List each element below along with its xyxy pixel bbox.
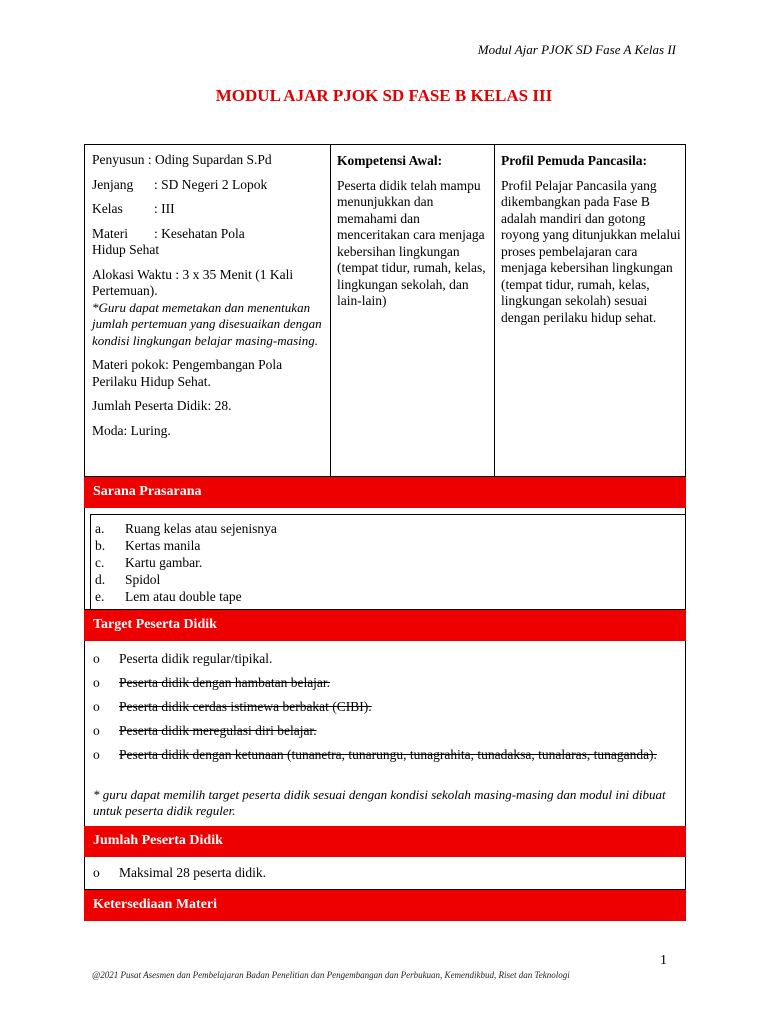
target-item-hambatan: Peserta didik dengan hambatan belajar. — [119, 675, 331, 690]
kompetensi-column — [331, 145, 495, 476]
list-item — [93, 699, 675, 715]
list-marker: d. — [95, 572, 106, 587]
info-table — [84, 144, 686, 477]
bullet-icon: o — [93, 723, 100, 738]
bullet-icon: o — [93, 865, 100, 880]
list-item — [95, 571, 277, 588]
jumlah-item: Maksimal 28 peserta didik. — [119, 865, 266, 880]
moda-text: Moda: Luring. — [92, 422, 171, 438]
materi-pokok: Materi pokok: Pengembangan Pola Perilaku Hidup Sehat. — [92, 357, 283, 389]
target-body — [84, 641, 686, 827]
profil-heading: Profil Pemuda Pancasila: — [501, 153, 647, 168]
kelas-label: Kelas — [92, 201, 123, 216]
target-item-regular: Peserta didik regular/tipikal. — [119, 651, 273, 666]
page-number: 1 — [660, 953, 667, 968]
list-item — [93, 865, 675, 881]
jenjang-value: : SD Negeri 2 Lopok — [154, 176, 268, 192]
kelas-row — [92, 201, 324, 218]
list-marker: c. — [95, 555, 105, 570]
list-item-text: Spidol — [125, 572, 161, 587]
list-item — [95, 537, 277, 554]
kelas-value: : III — [154, 201, 175, 216]
list-item-text: Kertas manila — [125, 538, 201, 553]
footer-copyright: @2021 Pusat Asesmen dan Pembelajaran Badan Penelitian dan Pengembangan dan Perbukuan, Kemendikbud, Riset dan Teknologi — [92, 970, 570, 980]
kompetensi-body: Peserta didik telah mampu menunjukkan dan memahami dan menceritakan cara menjaga kebersihan lingkungan (tempat tidur, rumah, kelas, lingkungan sekolah, dan lain-lain) — [337, 177, 486, 308]
jumlah-peserta-text: Jumlah Peserta Didik: 28. — [92, 398, 232, 413]
identity-column — [85, 145, 331, 476]
sarana-inner-box — [90, 514, 685, 609]
list-item-text: Lem atau double tape — [125, 589, 242, 604]
penyusun-text: Penyusun : Oding Supardan S.Pd — [92, 152, 272, 167]
profil-column — [495, 145, 685, 476]
jenjang-row — [92, 177, 324, 194]
list-marker: b. — [95, 538, 106, 553]
bullet-icon: o — [93, 747, 100, 762]
section-header-ketersediaan: Ketersediaan Materi — [84, 890, 686, 921]
list-item — [95, 554, 277, 571]
materi-label: Materi — [92, 225, 128, 241]
materi-value: : Kesehatan Pola — [154, 225, 245, 241]
list-item — [93, 651, 675, 667]
alokasi-waktu: Alokasi Waktu : 3 x 35 Menit (1 Kali Pertemuan). — [92, 266, 294, 298]
kompetensi-heading: Kompetensi Awal: — [337, 153, 443, 168]
target-item-regulasi: Peserta didik meregulasi diri belajar. — [119, 723, 317, 738]
alokasi-note: *Guru dapat memetakan dan menentukan jumlah pertemuan yang disesuaikan dengan kondisi lingkungan belajar masing-masing. — [92, 299, 322, 348]
jenjang-label: Jenjang — [92, 176, 134, 192]
bullet-icon: o — [93, 651, 100, 666]
list-item — [93, 747, 675, 763]
section-header-sarana: Sarana Prasarana — [84, 477, 686, 508]
target-note: * guru dapat memilih target peserta didik sesuai dengan kondisi sekolah masing-masing dan modul ini dibuat untuk peserta didik reguler. — [93, 787, 666, 818]
list-item — [95, 588, 277, 605]
target-item-cibi: Peserta didik cerdas istimewa berbakat (CIBI). — [119, 699, 372, 714]
list-item — [93, 675, 675, 691]
target-item-ketunaan: Peserta didik dengan ketunaan (tunanetra, tunarungu, tunagrahita, tunadaksa, tunalaras, tunaganda). — [119, 747, 657, 762]
list-item — [93, 723, 675, 739]
profil-body: Profil Pelajar Pancasila yang dikembangkan pada Fase B adalah mandiri dan gotong royong yang ditunjukkan melalui proses pembelajaran cara menjaga kebersihan lingkungan (tempat tidur, rumah, kelas, lingkungan sekolah) sesuai dengan perilaku hidup sehat. — [501, 177, 681, 325]
bullet-icon: o — [93, 699, 100, 714]
materi-continuation: Hidup Sehat — [92, 242, 160, 257]
list-marker: a. — [95, 521, 105, 536]
list-item — [95, 520, 277, 537]
running-header: Modul Ajar PJOK SD Fase A Kelas II — [477, 42, 676, 57]
materi-row — [92, 226, 324, 243]
section-header-jumlah: Jumlah Peserta Didik — [84, 826, 686, 857]
jumlah-body — [84, 857, 686, 890]
section-header-target: Target Peserta Didik — [84, 610, 686, 641]
bullet-icon: o — [93, 675, 100, 690]
sarana-body — [84, 508, 686, 610]
list-marker: e. — [95, 589, 105, 604]
page-title: MODUL AJAR PJOK SD FASE B KELAS III — [215, 86, 553, 105]
sarana-list — [95, 520, 277, 605]
list-item-text: Kartu gambar. — [125, 555, 203, 570]
list-item-text: Ruang kelas atau sejenisnya — [125, 521, 277, 536]
